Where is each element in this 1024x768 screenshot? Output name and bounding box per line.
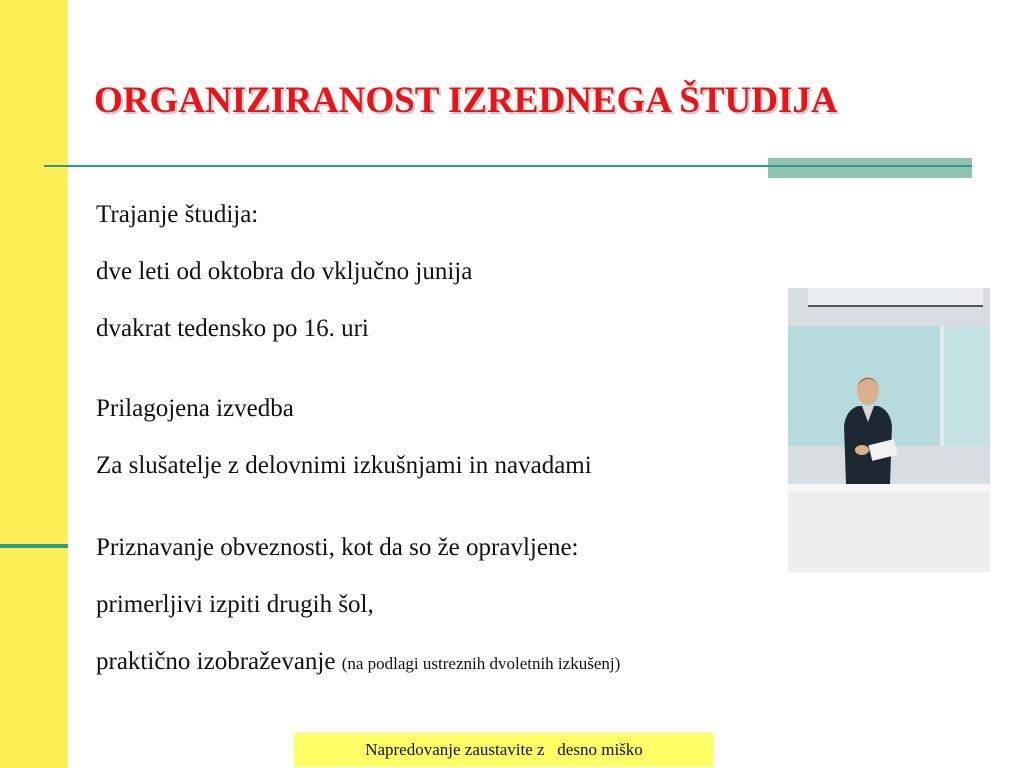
section-heading-adapted: Prilagojena izvedba bbox=[96, 395, 294, 422]
lecturer-photo bbox=[788, 288, 990, 572]
left-yellow-band bbox=[0, 0, 68, 768]
duration-line-1: dve leti od oktobra do vključno junija bbox=[96, 258, 473, 285]
recognition-line-2 bbox=[96, 646, 620, 680]
left-accent-line bbox=[0, 544, 68, 548]
title-accent-line bbox=[768, 165, 972, 167]
section-heading-duration: Trajanje študija: bbox=[96, 201, 259, 228]
duration-line-2: dvakrat tedensko po 16. uri bbox=[96, 315, 369, 342]
slide-title: ORGANIZIRANOST IZREDNEGA ŠTUDIJA bbox=[94, 80, 838, 121]
title-underline bbox=[44, 165, 772, 167]
recognition-line-1: primerljivi izpiti drugih šol, bbox=[96, 591, 374, 618]
recognition-note: (na podlagi ustreznih dvoletnih izkušenj) bbox=[341, 654, 621, 673]
recognition-line-2-text: praktično izobraževanje bbox=[96, 648, 336, 675]
section-heading-recognition: Priznavanje obveznosti, kot da so že opravljene: bbox=[96, 534, 579, 561]
adapted-line-1: Za slušatelje z delovnimi izkušnjami in navadami bbox=[96, 452, 592, 479]
footer-hint: Napredovanje zaustavite z desno miško bbox=[294, 733, 714, 767]
lecturer-photo-drawing bbox=[788, 288, 990, 572]
title-accent-block bbox=[768, 158, 972, 178]
